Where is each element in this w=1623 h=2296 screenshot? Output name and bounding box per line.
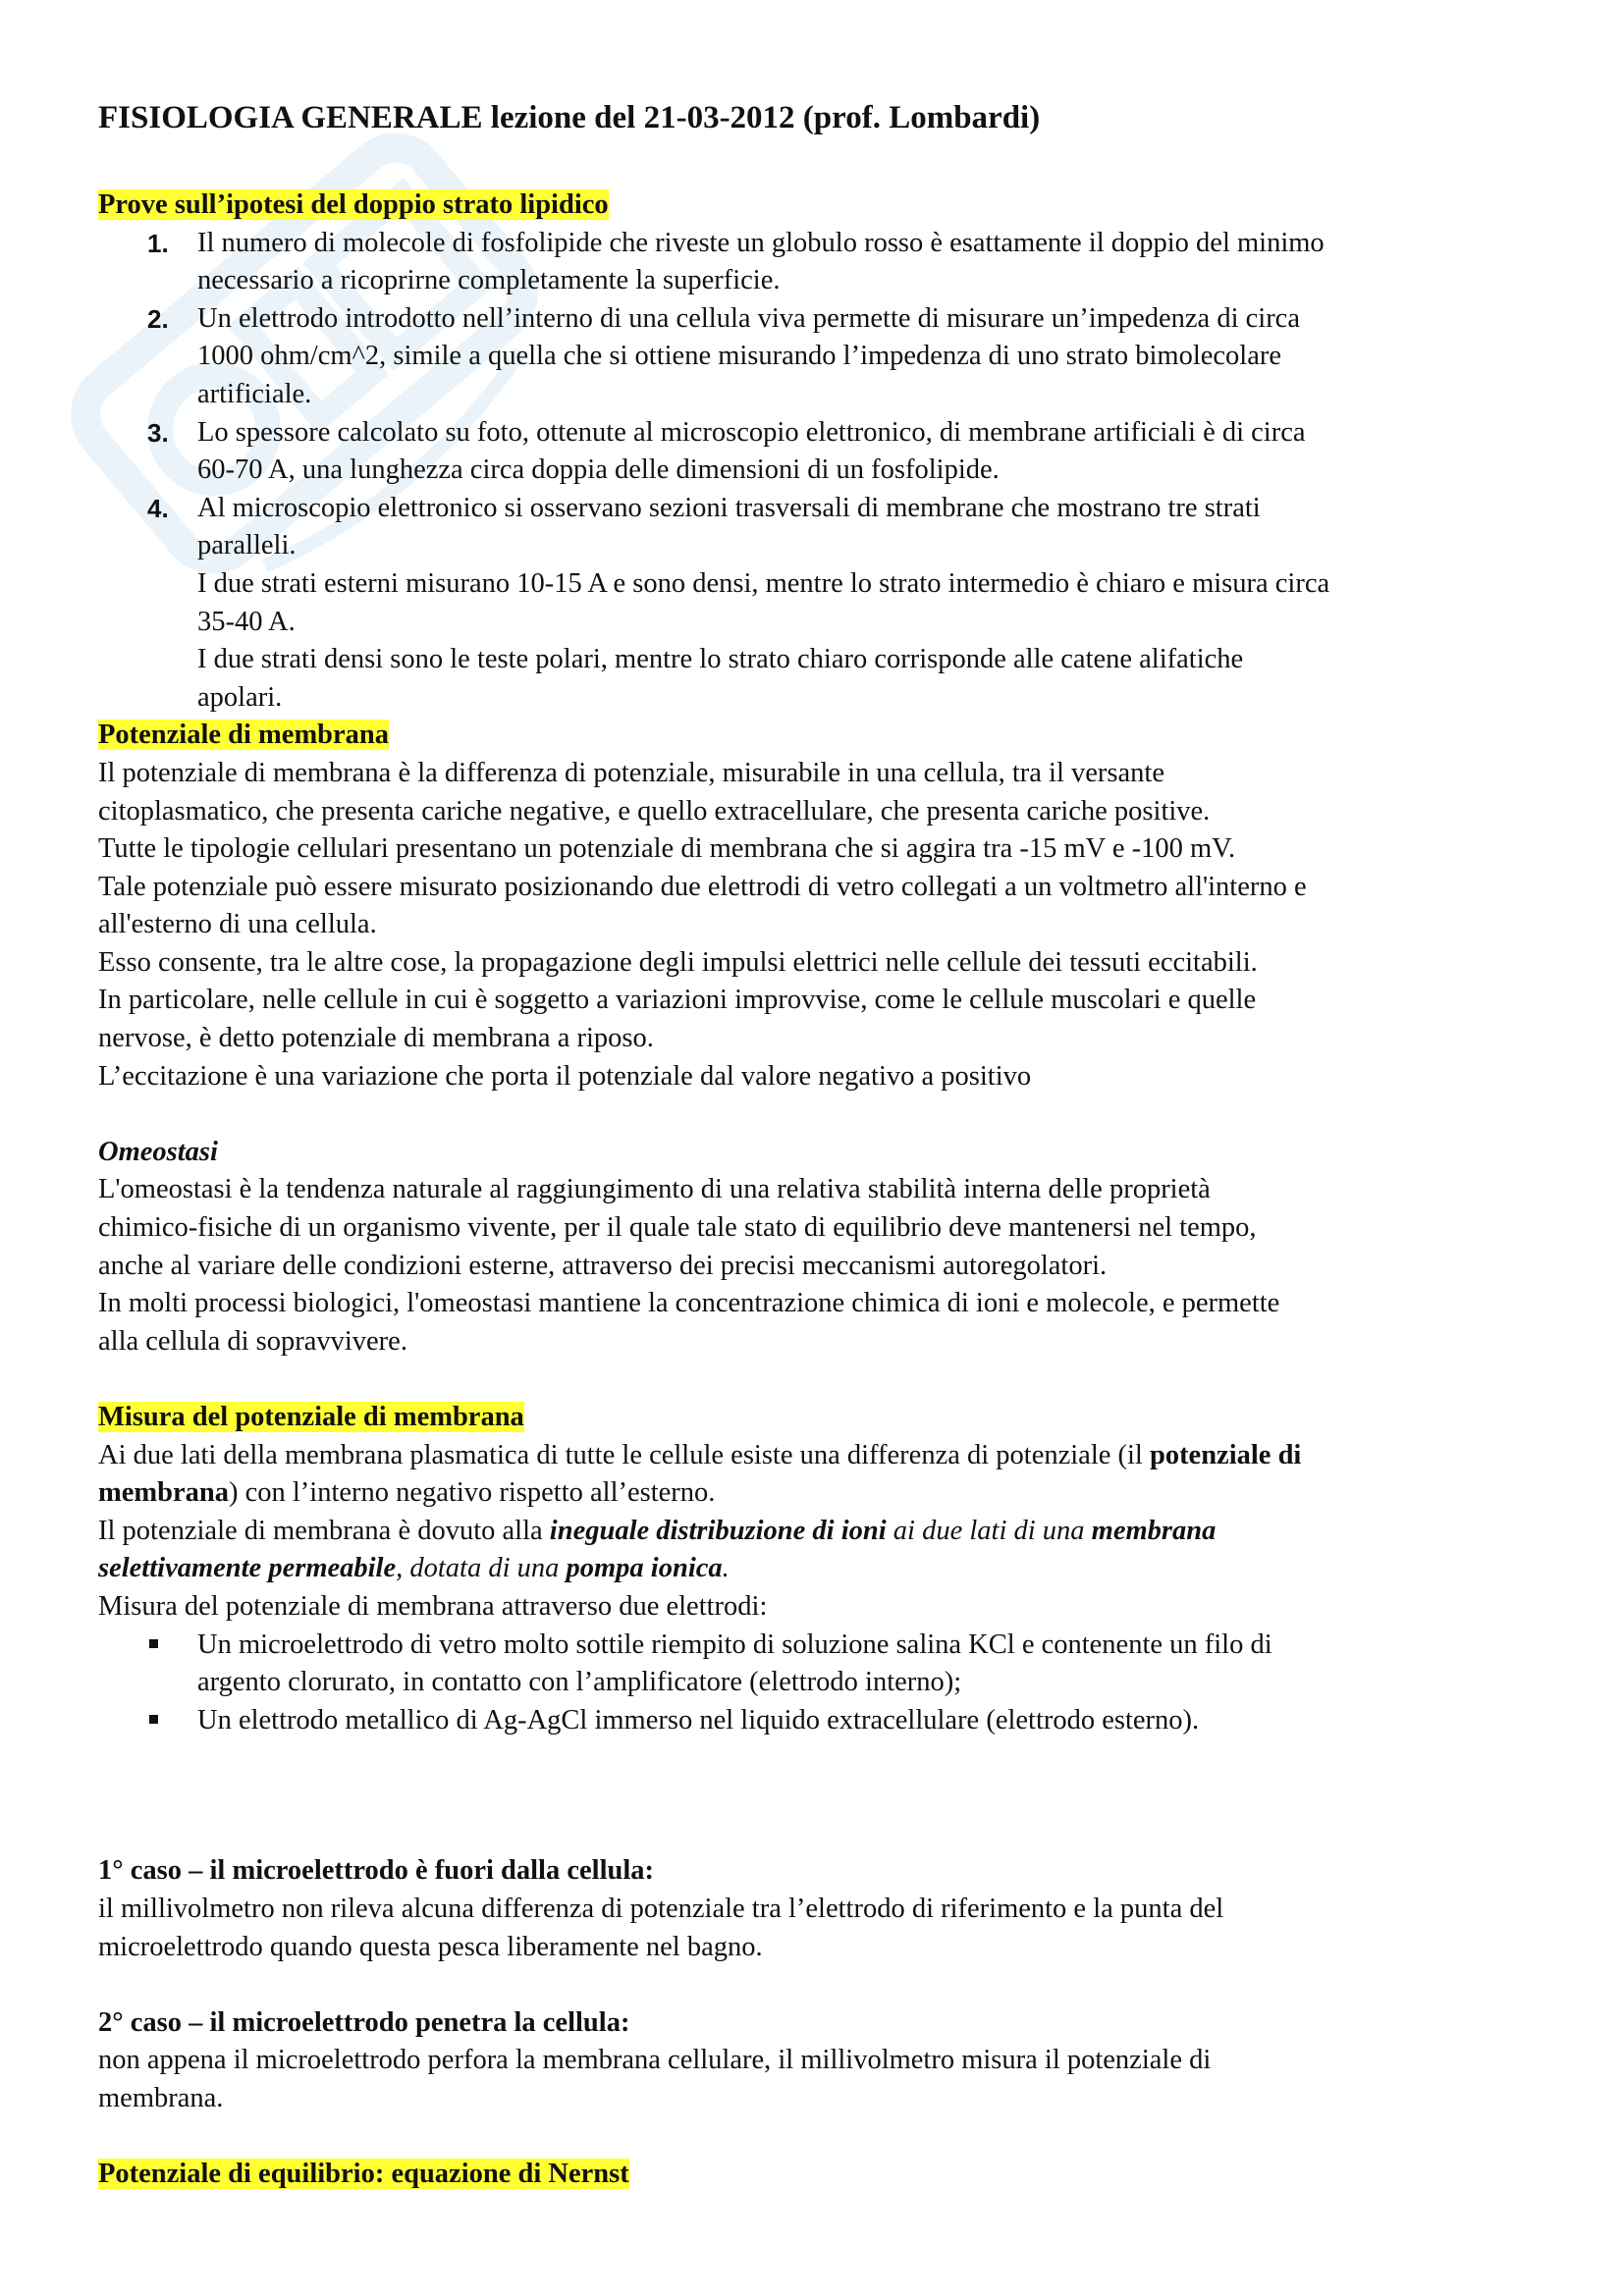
text-run-bold: membrana — [98, 1477, 229, 1509]
heading-text: Prove sull’ipotesi del doppio strato lipidico — [98, 189, 609, 220]
document-page — [98, 98, 1542, 2194]
page-title — [98, 98, 1542, 137]
title-lecture-date: lezione del 21-03-2012 (prof. Lombardi) — [482, 100, 1041, 135]
list-number: 2. — [147, 303, 169, 334]
text-line: microelettrodo quando questa pesca liberamente nel bagno. — [98, 1931, 763, 1962]
text-line: il millivolmetro non rileva alcuna differenza di potenziale tra l’elettrodo di riferimento e la punta del — [98, 1893, 1224, 1924]
text-run-bold-italic: selettivamente permeabile — [98, 1553, 397, 1584]
text-line: In molti processi biologici, l'omeostasi mantiene la concentrazione chimica di ioni e molecole, e permette — [98, 1288, 1280, 1319]
list-number: 1. — [147, 228, 169, 258]
text-line: Un microelettrodo di vetro molto sottile riempito di soluzione salina KCl e contenente un filo di — [197, 1629, 1272, 1660]
text-run: Il potenziale di membrana è dovuto alla — [98, 1515, 550, 1546]
title-subject: FISIOLOGIA GENERALE — [98, 100, 483, 135]
text-line: non appena il microelettrodo perfora la membrana cellulare, il millivolmetro misura il potenziale di — [98, 2045, 1212, 2076]
text-line: I due strati esterni misurano 10-15 A e sono densi, mentre lo strato intermedio è chiaro e misura circa — [197, 567, 1330, 599]
list-item — [98, 1702, 1542, 1740]
section-heading-nernst — [98, 2156, 1542, 2194]
text-line: paralleli. — [197, 530, 297, 561]
text-line: L'omeostasi è la tendenza naturale al raggiungimento di una relativa stabilità interna delle proprietà — [98, 1174, 1211, 1205]
text-line: Un elettrodo metallico di Ag-AgCl immerso nel liquido extracellulare (elettrodo esterno). — [197, 1704, 1200, 1735]
section-heading-bilayer — [98, 187, 1542, 225]
section-heading-measurement — [98, 1399, 1542, 1437]
text-line: 60-70 A, una lunghezza circa doppia delle dimensioni di un fosfolipide. — [197, 454, 1000, 486]
text-run-italic: . — [722, 1553, 730, 1584]
text-run-bold: potenziale di — [1149, 1439, 1302, 1470]
text-line: necessario a ricoprirne completamente la superficie. — [197, 265, 781, 296]
text-line: anche al variare delle condizioni esterne, attraverso dei precisi meccanismi autoregolatori. — [98, 1250, 1108, 1281]
paragraph-homeostasis — [98, 1171, 1542, 1361]
list-item — [98, 225, 1542, 300]
text-line: Tutte le tipologie cellulari presentano un potenziale di membrana che si aggira tra -15 mV e -100 mV. — [98, 833, 1236, 865]
paragraph-membrane-potential — [98, 755, 1542, 1095]
text-line: Tale potenziale può essere misurato posizionando due elettrodi di vetro collegati a un voltmetro all'interno e — [98, 871, 1307, 902]
text-line: Un elettrodo introdotto nell’interno di una cellula viva permette di misurare un’impedenza di circa — [197, 302, 1300, 334]
text-run: ) con l’interno negativo rispetto all’esterno. — [228, 1477, 716, 1509]
text-run-bold-italic: ineguale distribuzione di ioni — [549, 1515, 887, 1546]
text-run-italic: ai due lati di una — [886, 1515, 1092, 1546]
text-line: citoplasmatico, che presenta cariche negative, e quello extracellulare, che presenta cariche positive. — [98, 795, 1211, 827]
list-item — [98, 414, 1542, 490]
text-run: Ai due lati della membrana plasmatica di tutte le cellule esiste una differenza di potenziale (il — [98, 1439, 1150, 1470]
list-number: 4. — [147, 493, 169, 523]
square-bullet-icon — [149, 1715, 158, 1724]
paragraph-case-2 — [98, 2042, 1542, 2117]
text-line: membrana. — [98, 2082, 224, 2113]
paragraph-measurement-2 — [98, 1513, 1542, 1588]
text-line: alla cellula di sopravvivere. — [98, 1325, 407, 1357]
section-heading-membrane-potential — [98, 717, 1542, 755]
text-line: nervose, è detto potenziale di membrana a riposo. — [98, 1023, 654, 1054]
text-line: Al microscopio elettronico si osservano sezioni trasversali di membrane che mostrano tre strati — [197, 492, 1261, 523]
heading-text: Potenziale di equilibrio: equazione di Nernst — [98, 2159, 629, 2190]
text-line: Il potenziale di membrana è la differenza di potenziale, misurabile in una cellula, tra il versante — [98, 757, 1164, 788]
text-line: artificiale. — [197, 378, 312, 409]
evidence-list — [98, 225, 1542, 718]
text-line: Esso consente, tra le altre cose, la propagazione degli impulsi elettrici nelle cellule dei tessuti eccitabili. — [98, 946, 1258, 978]
section-heading-homeostasis: Omeostasi — [98, 1136, 218, 1167]
text-line: chimico-fisiche di un organismo vivente, per il quale tale stato di equilibrio deve mantenersi nel tempo, — [98, 1212, 1257, 1244]
text-line: Lo spessore calcolato su foto, ottenute al microscopio elettronico, di membrane artificiali è di circa — [197, 416, 1306, 448]
paragraph-measurement-3: Misura del potenziale di membrana attraverso due elettrodi: — [98, 1590, 768, 1622]
text-line: 1000 ohm/cm^2, simile a quella che si ottiene misurando l’impedenza di uno strato bimolecolare — [197, 341, 1281, 372]
text-line: apolari. — [197, 681, 283, 713]
case-2-heading: 2° caso – il microelettrodo penetra la cellula: — [98, 2006, 630, 2038]
list-item — [98, 300, 1542, 414]
list-item — [98, 490, 1542, 718]
list-item — [98, 1627, 1542, 1702]
text-line: Il numero di molecole di fosfolipide che riveste un globulo rosso è esattamente il doppio del minimo — [197, 227, 1325, 258]
heading-text: Potenziale di membrana — [98, 720, 390, 751]
electrode-list — [98, 1627, 1542, 1740]
text-run-bold-italic: membrana — [1091, 1515, 1217, 1546]
paragraph-case-1 — [98, 1891, 1542, 1966]
text-line: argento clorurato, in contatto con l’amplificatore (elettrodo interno); — [197, 1667, 962, 1698]
text-run-italic: , dotata di una — [396, 1553, 567, 1584]
text-line: In particolare, nelle cellule in cui è soggetto a variazioni improvvise, come le cellule muscolari e quelle — [98, 985, 1257, 1016]
text-line: L’eccitazione è una variazione che porta il potenziale dal valore negativo a positivo — [98, 1060, 1032, 1092]
text-run-bold-italic: pompa ionica — [566, 1553, 723, 1584]
text-line: I due strati densi sono le teste polari, mentre lo strato chiaro corrisponde alle catene alifatiche — [197, 644, 1244, 675]
paragraph-measurement-1 — [98, 1437, 1542, 1513]
list-number: 3. — [147, 417, 169, 448]
heading-text: Misura del potenziale di membrana — [98, 1402, 524, 1432]
text-line: all'esterno di una cellula. — [98, 909, 377, 940]
square-bullet-icon — [149, 1639, 158, 1648]
text-line: 35-40 A. — [197, 606, 296, 637]
case-1-heading: 1° caso – il microelettrodo è fuori dalla cellula: — [98, 1855, 654, 1887]
